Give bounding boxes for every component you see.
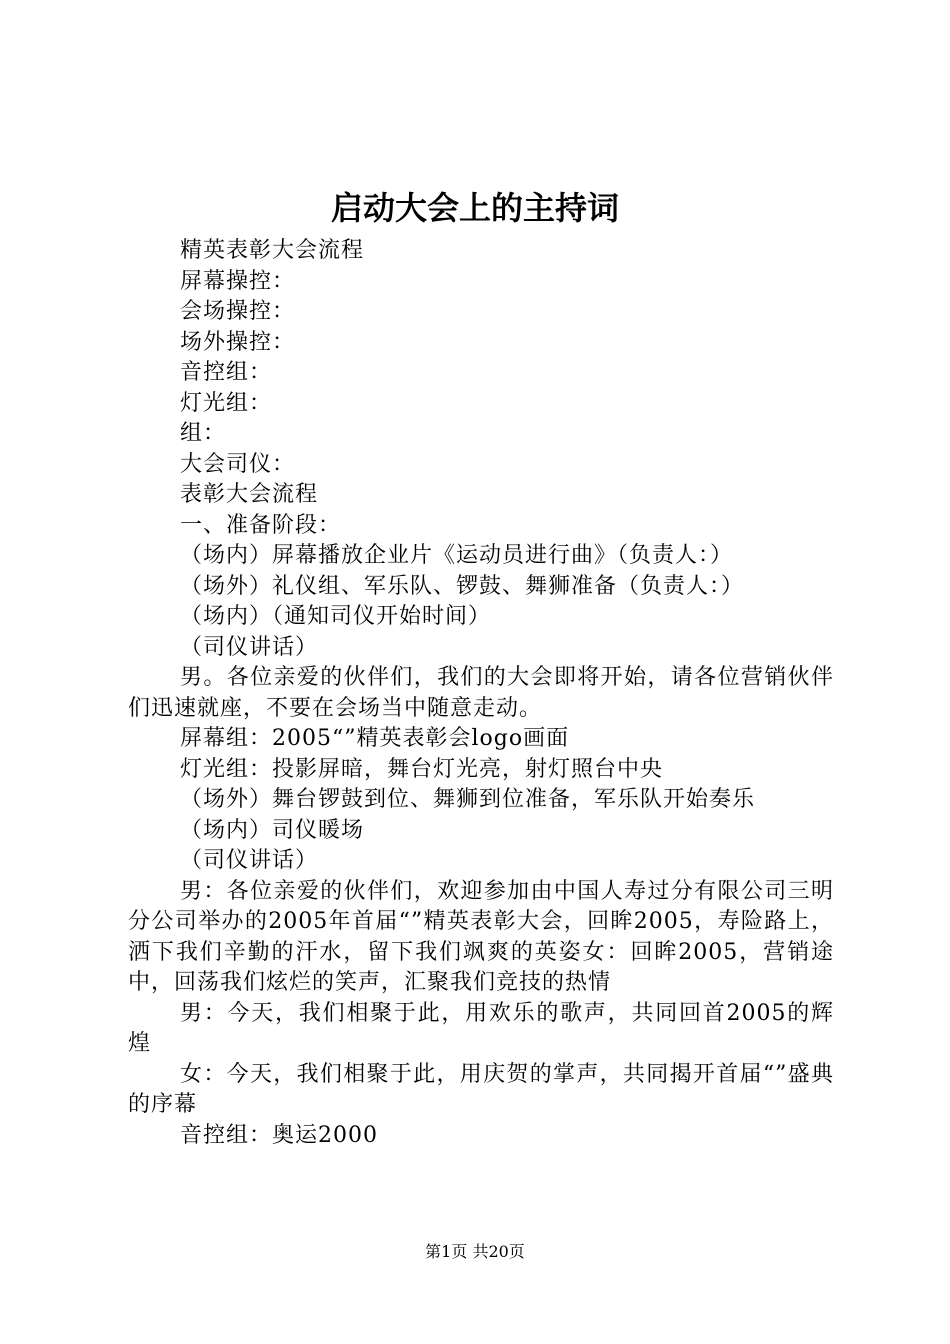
paragraph: 男：今天，我们相聚于此，用欢乐的歌声，共同回首2005的辉煌 (128, 1000, 834, 1056)
paragraph: 场外操控： (180, 329, 296, 355)
document-title: 启动大会上的主持词 (330, 189, 619, 227)
paragraph: 屏幕组：2005“”精英表彰会logo画面 (180, 726, 570, 751)
paragraph: （场内）司仪暖场 (180, 817, 365, 843)
paragraph: （场外）舞台锣鼓到位、舞狮到位准备，军乐队开始奏乐 (180, 787, 756, 812)
paragraph: 男。各位亲爱的伙伴们，我们的大会即将开始，请各位营销伙伴们迅速就座，不要在会场当中随意走动。 (128, 665, 834, 721)
paragraph: （司仪讲话） (180, 848, 319, 873)
paragraph: 组： (180, 421, 227, 446)
paragraph: 一、准备阶段： (180, 512, 342, 538)
paragraph: 会场操控： (180, 299, 296, 324)
paragraph: 大会司仪： (180, 451, 296, 477)
paragraph: 屏幕操控： (180, 268, 296, 294)
paragraph: （场内）（通知司仪开始时间） (180, 604, 492, 629)
paragraph: 灯光组：投影屏暗，舞台灯光亮，射灯照台中央 (180, 756, 664, 782)
paragraph: （场外）礼仪组、军乐队、锣鼓、舞狮准备（负责人：） (180, 573, 745, 599)
paragraph: （场内）屏幕播放企业片《运动员进行曲》（负责人：） (180, 543, 734, 568)
page-footer: 第1页 共20页 (425, 1242, 525, 1261)
paragraph: 音控组：奥运2000 (180, 1122, 378, 1148)
paragraph: 灯光组： (180, 390, 273, 416)
paragraph: 表彰大会流程 (180, 482, 319, 507)
paragraph: （司仪讲话） (180, 634, 319, 660)
paragraph: 女：今天，我们相聚于此，用庆贺的掌声，共同揭开首届“”盛典的序幕 (128, 1061, 834, 1117)
document-body (128, 236, 834, 1151)
paragraph: 精英表彰大会流程 (180, 238, 365, 263)
paragraph: 音控组： (180, 360, 273, 385)
paragraph: 男：各位亲爱的伙伴们，欢迎参加由中国人寿过分有限公司三明分公司举办的2005年首届“”精英表彰大会，回眸2005，寿险路上，洒下我们辛勤的汗水，留下我们飒爽的英姿女：回眸2005，营销途中，回荡我们炫烂的笑声，汇聚我们竞技的热情 (128, 878, 834, 995)
